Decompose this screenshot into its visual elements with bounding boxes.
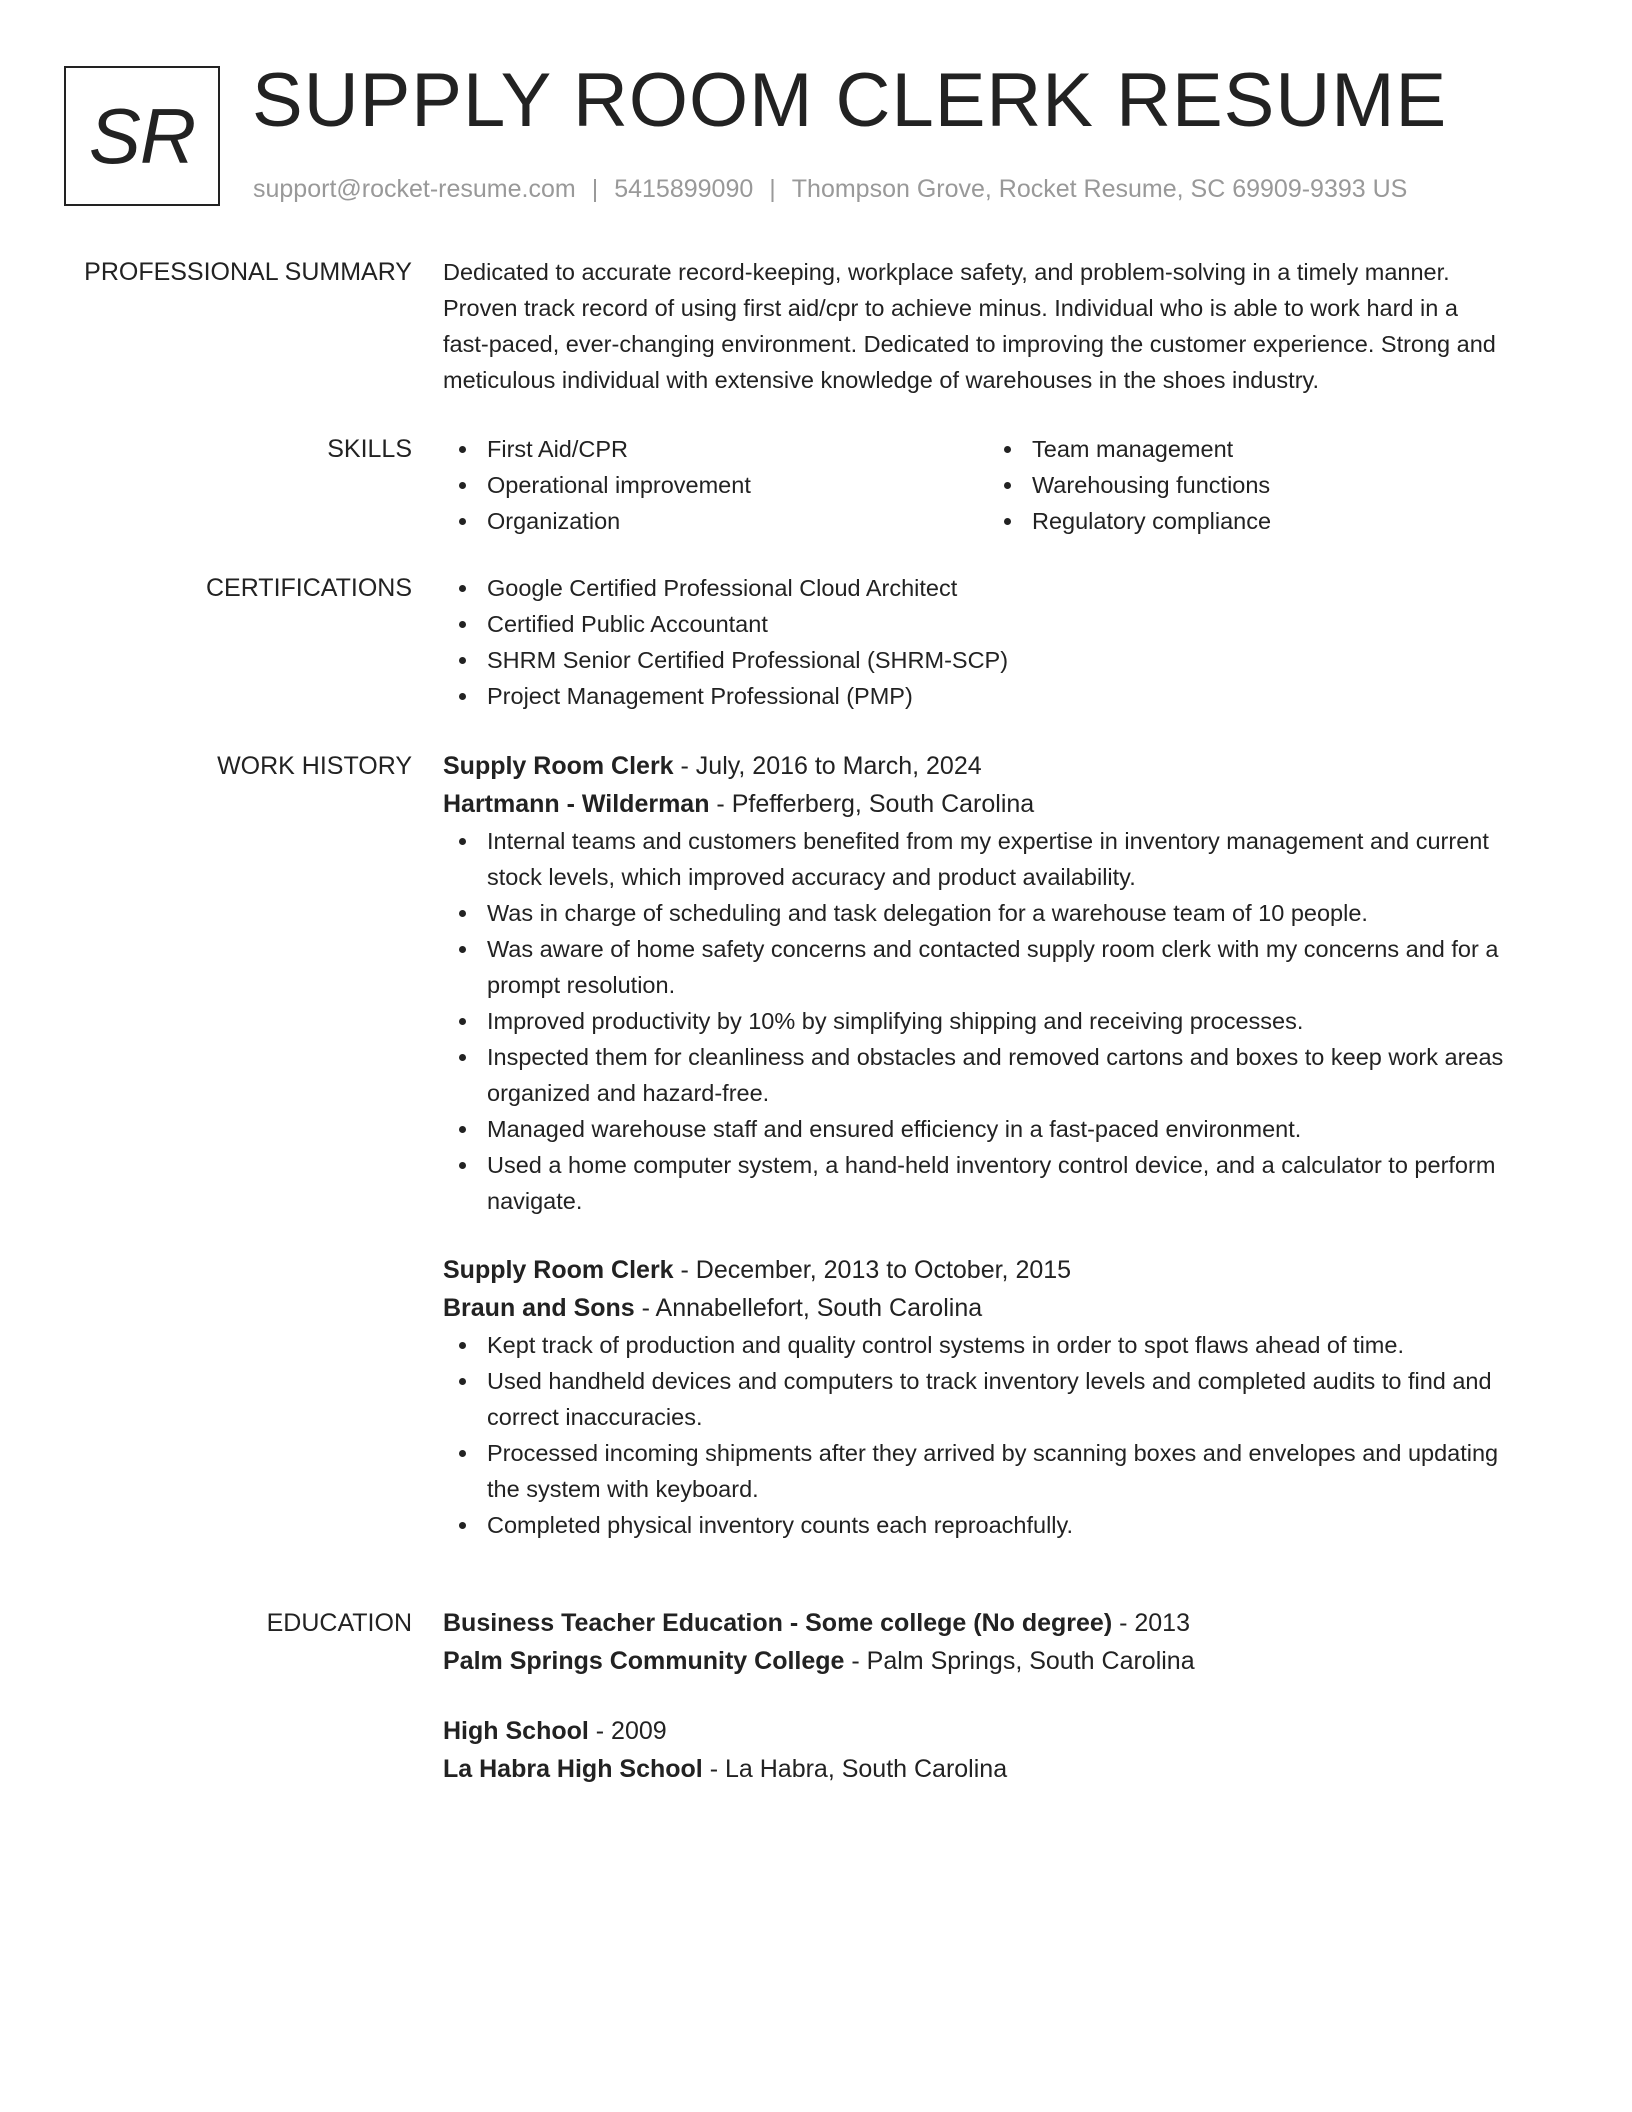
section-label-summary: PROFESSIONAL SUMMARY xyxy=(84,258,412,286)
summary-line: fast-paced, ever-changing environment. Dedicated to improving the customer experience. Strong and xyxy=(443,331,1496,357)
job-dates: - December, 2013 to October, 2015 xyxy=(673,1256,1072,1284)
contact-address: Thompson Grove, Rocket Resume, SC 69909-9393 US xyxy=(791,175,1408,203)
education-degree: Business Teacher Education - Some college (No degree) xyxy=(443,1609,1113,1637)
section-label-education: EDUCATION xyxy=(266,1609,412,1637)
education-year: - 2009 xyxy=(588,1717,667,1745)
skill-item: Team management xyxy=(988,431,1533,467)
education-degree-line xyxy=(443,1712,1553,1750)
job-location: - Pfefferberg, South Carolina xyxy=(709,790,1035,818)
job-location: - Annabellefort, South Carolina xyxy=(634,1294,983,1322)
summary-line: Dedicated to accurate record-keeping, workplace safety, and problem-solving in a timely manner. xyxy=(443,259,1450,285)
job-company: Braun and Sons xyxy=(443,1294,635,1322)
certification-item: Google Certified Professional Cloud Architect xyxy=(443,570,1553,606)
education-entry xyxy=(443,1604,1553,1680)
summary-line: meticulous individual with extensive knowledge of warehouses in the shoes industry. xyxy=(443,367,1320,393)
job-entry xyxy=(443,1251,1553,1543)
education-school: Palm Springs Community College xyxy=(443,1647,845,1675)
job-duty: Used handheld devices and computers to track inventory levels and completed audits to find and correct inaccuracies. xyxy=(443,1363,1553,1435)
page-title: SUPPLY ROOM CLERK RESUME xyxy=(252,58,1448,143)
certification-item: Project Management Professional (PMP) xyxy=(443,678,1553,714)
job-duty: Inspected them for cleanliness and obstacles and removed cartons and boxes to keep work areas organized and hazard-free. xyxy=(443,1039,1553,1111)
education-school-line xyxy=(443,1750,1553,1788)
job-title: Supply Room Clerk xyxy=(443,1256,674,1284)
skills-body xyxy=(443,431,1553,539)
job-entry xyxy=(443,747,1553,1219)
skill-item: Regulatory compliance xyxy=(988,503,1533,539)
job-duty: Was in charge of scheduling and task delegation for a warehouse team of 10 people. xyxy=(443,895,1553,931)
job-duties-list xyxy=(443,1327,1553,1543)
contact-separator: | xyxy=(769,175,776,203)
certifications-list xyxy=(443,570,1553,714)
job-duty: Completed physical inventory counts each reproachfully. xyxy=(443,1507,1553,1543)
education-location: - Palm Springs, South Carolina xyxy=(844,1647,1195,1675)
education-degree-line xyxy=(443,1604,1553,1642)
education-school: La Habra High School xyxy=(443,1755,703,1783)
job-duty: Improved productivity by 10% by simplifying shipping and receiving processes. xyxy=(443,1003,1553,1039)
contact-line xyxy=(253,172,1407,206)
monogram-logo: SR xyxy=(64,66,220,206)
contact-phone: 5415899090 xyxy=(614,175,754,203)
summary-line: Proven track record of using first aid/cpr to achieve minus. Individual who is able to work hard in a xyxy=(443,295,1458,321)
certification-item: Certified Public Accountant xyxy=(443,606,1553,642)
education-year: - 2013 xyxy=(1112,1609,1190,1637)
summary-body xyxy=(443,254,1553,398)
job-duty: Used a home computer system, a hand-held inventory control device, and a calculator to perform navigate. xyxy=(443,1147,1553,1219)
job-title-line xyxy=(443,747,1553,785)
section-label-certifications: CERTIFICATIONS xyxy=(205,574,412,602)
skill-item: Operational improvement xyxy=(443,467,988,503)
skill-item: Warehousing functions xyxy=(988,467,1533,503)
skill-item: Organization xyxy=(443,503,988,539)
skills-column-2 xyxy=(988,431,1533,539)
contact-separator: | xyxy=(591,175,599,203)
education-location: - La Habra, South Carolina xyxy=(702,1755,1008,1783)
education-school-line xyxy=(443,1642,1553,1680)
job-duties-list xyxy=(443,823,1553,1219)
job-company: Hartmann - Wilderman xyxy=(443,790,710,818)
job-title: Supply Room Clerk xyxy=(443,752,674,780)
education-body xyxy=(443,1604,1553,1788)
education-degree: High School xyxy=(443,1717,589,1745)
section-label-skills: SKILLS xyxy=(327,435,412,463)
skills-column-1 xyxy=(443,431,988,539)
contact-email: support@rocket-resume.com xyxy=(253,175,576,203)
job-title-line xyxy=(443,1251,1553,1289)
job-duty: Was aware of home safety concerns and contacted supply room clerk with my concerns and for a prompt resolution. xyxy=(443,931,1553,1003)
job-duty: Kept track of production and quality control systems in order to spot flaws ahead of time. xyxy=(443,1327,1553,1363)
job-duty: Internal teams and customers benefited from my expertise in inventory management and current stock levels, which improved accuracy and product availability. xyxy=(443,823,1553,895)
job-dates: - July, 2016 to March, 2024 xyxy=(673,752,982,780)
job-company-line xyxy=(443,1289,1553,1327)
work-history-body xyxy=(443,747,1553,1543)
skill-item: First Aid/CPR xyxy=(443,431,988,467)
certifications-body xyxy=(443,570,1553,714)
job-duty: Processed incoming shipments after they arrived by scanning boxes and envelopes and updating the system with keyboard. xyxy=(443,1435,1553,1507)
section-label-work-history: WORK HISTORY xyxy=(217,752,412,780)
certification-item: SHRM Senior Certified Professional (SHRM-SCP) xyxy=(443,642,1553,678)
job-duty: Managed warehouse staff and ensured efficiency in a fast-paced environment. xyxy=(443,1111,1553,1147)
job-company-line xyxy=(443,785,1553,823)
education-entry xyxy=(443,1712,1553,1788)
